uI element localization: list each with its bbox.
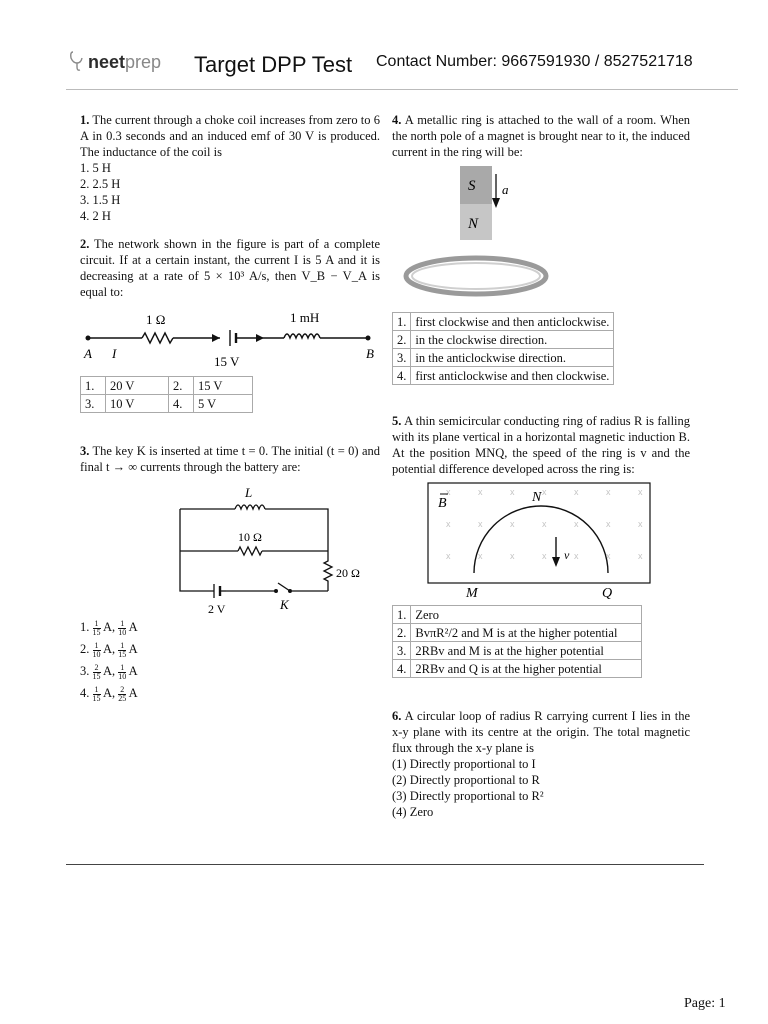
q5-fig-m-label: M (466, 586, 478, 601)
q3-circuit-figure (80, 483, 380, 615)
q2-opt-num: 4. (169, 395, 194, 413)
q2-options-row (81, 395, 253, 413)
q5-option-1[interactable]: 1. Zero (393, 606, 642, 624)
stethoscope-icon (70, 50, 84, 72)
q5-fig-velocity-label: v (564, 548, 570, 562)
q5-option-3[interactable]: 3. 2RBv and M is at the higher potential (393, 642, 642, 660)
q3-option-2[interactable]: 2. $\frac{1}{10}$ A, $\frac{1}{15}$ A (80, 640, 138, 659)
q1-option-2[interactable]: 2. 2.5 H (80, 177, 121, 191)
q4-option-3[interactable]: 3. in the anticlockwise direction. (393, 349, 614, 367)
q6-number: 6. (392, 709, 402, 723)
field-x-mark: x (606, 519, 611, 529)
q4-fig-south-label: S (468, 178, 476, 194)
q2-fig-inductor-label: 1 mH (290, 310, 320, 325)
neetprep-logo (72, 52, 161, 73)
q2-fig-a-label: A (84, 346, 92, 361)
field-x-mark: x (574, 487, 579, 497)
q5-text: A thin semicircular conducting ring of radius R is falling with its plane vertical in a horizontal magnetic induction B. At the position MNQ, the speed of the ring is v and the potential difference developed across the ring is: (392, 414, 691, 476)
q1-text: The current through a choke coil increases from zero to 6 A in 0.3 seconds and an induced emf of 30 V is produced. The inductance of the coil is (80, 113, 380, 159)
q1-option-3[interactable]: 3. 1.5 H (80, 193, 121, 207)
field-x-mark: x (478, 519, 483, 529)
q3-option-4[interactable]: 4. $\frac{1}{15}$ A, $\frac{2}{25}$ A (80, 684, 138, 703)
q5-fig-q-label: Q (602, 586, 613, 601)
field-x-mark: x (542, 519, 547, 529)
q5-fig-field-label: B (438, 496, 447, 511)
logo-sub: prep (125, 52, 162, 72)
q2-option-1[interactable]: 20 V (106, 377, 169, 395)
field-x-mark: x (510, 487, 515, 497)
field-x-mark: x (574, 551, 579, 561)
header-divider (66, 89, 738, 90)
q6-option-1[interactable]: (1) Directly proportional to I (392, 757, 536, 771)
q4-option-1[interactable]: 1. first clockwise and then anticlockwise. (393, 313, 614, 331)
q1-option-1[interactable]: 1. 5 H (80, 161, 111, 175)
q4-number: 4. (392, 113, 402, 127)
q3-fraction: $\frac{1}{10}$ (92, 640, 101, 659)
question-1 (80, 112, 380, 224)
q2-options-table (80, 376, 253, 413)
field-x-mark: x (446, 551, 451, 561)
q2-opt-num: 1. (81, 377, 106, 395)
q2-options-row (81, 377, 253, 395)
q1-options (80, 160, 380, 224)
field-x-mark: x (510, 519, 515, 529)
field-x-mark: x (638, 519, 643, 529)
field-x-mark: x (478, 487, 483, 497)
contact-number: Contact Number: 9667591930 / 8527521718 (376, 53, 693, 70)
field-x-mark: x (606, 551, 611, 561)
q1-number: 1. (80, 113, 90, 127)
q3-fraction: $\frac{1}{15}$ (92, 684, 101, 703)
q3-fraction: $\frac{2}{25}$ (118, 684, 127, 703)
q3-fig-r2-label: 20 Ω (336, 566, 360, 580)
field-x-mark: x (542, 487, 547, 497)
right-column (392, 112, 690, 820)
q5-number: 5. (392, 414, 402, 428)
q4-text: A metallic ring is attached to the wall of a room. When the north pole of a magnet is brought near to it, the induced current in the ring will be: (392, 113, 690, 159)
field-x-mark: x (574, 519, 579, 529)
q4-option-2[interactable]: 2. in the clockwise direction. (393, 331, 614, 349)
q3-fig-inductor-label: L (245, 485, 253, 500)
q6-option-2[interactable]: (2) Directly proportional to R (392, 773, 540, 787)
field-x-mark: x (638, 487, 643, 497)
page-title: Target DPP Test (194, 52, 353, 77)
logo-main: neet (88, 52, 126, 72)
q2-option-2[interactable]: 15 V (194, 377, 253, 395)
q2-opt-num: 3. (81, 395, 106, 413)
q4-magnet-ring-figure (392, 166, 690, 304)
q2-fig-b-label: B (366, 346, 374, 361)
footer-divider (66, 864, 704, 865)
q4-option-4[interactable]: 4. first anticlockwise and then clockwise. (393, 367, 614, 385)
question-4 (392, 112, 690, 385)
q5-option-2[interactable]: 2. BvπR²/2 and M is at the higher potential (393, 624, 642, 642)
q2-circuit-figure (80, 310, 380, 372)
q5-ring-field-figure (392, 481, 690, 601)
q5-option-4[interactable]: 4. 2RBv and Q is at the higher potential (393, 660, 642, 678)
left-column (80, 112, 380, 707)
question-2 (80, 236, 380, 413)
q6-options (392, 756, 690, 820)
q2-option-3[interactable]: 10 V (106, 395, 169, 413)
q4-options-table (392, 312, 614, 385)
q2-fig-resistor-label: 1 Ω (146, 312, 166, 327)
q6-option-3[interactable]: (3) Directly proportional to R² (392, 789, 544, 803)
question-5 (392, 413, 690, 678)
q3-option-3[interactable]: 3. $\frac{2}{15}$ A, $\frac{1}{10}$ A (80, 662, 138, 681)
q3-text: The key K is inserted at time t = 0. The initial (t = 0) and final t → ∞ currents through the battery are: (80, 444, 380, 474)
q6-option-4[interactable]: (4) Zero (392, 805, 434, 819)
q2-number: 2. (80, 237, 90, 251)
q3-fig-voltage-label: 2 V (208, 602, 226, 616)
q5-options-table (392, 605, 642, 678)
q2-opt-num: 2. (169, 377, 194, 395)
q4-fig-accel-label: a (502, 182, 509, 197)
q2-option-4[interactable]: 5 V (194, 395, 253, 413)
q4-fig-north-label: N (468, 216, 479, 232)
q3-option-1[interactable]: 1. $\frac{1}{15}$ A, $\frac{1}{10}$ A (80, 618, 138, 637)
field-x-mark: x (638, 551, 643, 561)
q3-fraction: $\frac{1}{15}$ (92, 618, 101, 637)
q3-fraction: $\frac{1}{15}$ (118, 640, 127, 659)
field-x-mark: x (446, 519, 451, 529)
page-header (0, 0, 768, 95)
field-x-mark: x (606, 487, 611, 497)
q2-text: The network shown in the figure is part of a complete circuit. If at a certain instant, the current I is 5 A and it is decreasing at a rate of 5 × 10³ A/s, then V_B − V_A is equal to: (80, 237, 381, 299)
q3-fig-key-label: K (280, 597, 289, 612)
question-6 (392, 708, 690, 820)
field-x-mark: x (542, 551, 547, 561)
q3-fraction: $\frac{1}{10}$ (118, 618, 127, 637)
page-number: Page: 1 (684, 996, 726, 1011)
q3-number: 3. (80, 444, 90, 458)
q2-fig-i-label: I (112, 346, 117, 361)
q1-option-4[interactable]: 4. 2 H (80, 209, 111, 223)
question-3 (80, 443, 380, 707)
q3-fig-r1-label: 10 Ω (238, 530, 262, 544)
q3-fraction: $\frac{1}{10}$ (118, 662, 127, 681)
q5-fig-n-label: N (532, 490, 542, 505)
field-x-mark: x (478, 551, 483, 561)
q3-fraction: $\frac{2}{15}$ (92, 662, 101, 681)
q3-options (80, 619, 380, 707)
field-x-mark: x (446, 487, 451, 497)
q2-fig-voltage-label: 15 V (214, 354, 240, 369)
q6-text: A circular loop of radius R carrying current I lies in the x-y plane with its centre at the origin. The total magnetic flux through the x-y plane is (392, 709, 691, 755)
field-x-mark: x (510, 551, 515, 561)
